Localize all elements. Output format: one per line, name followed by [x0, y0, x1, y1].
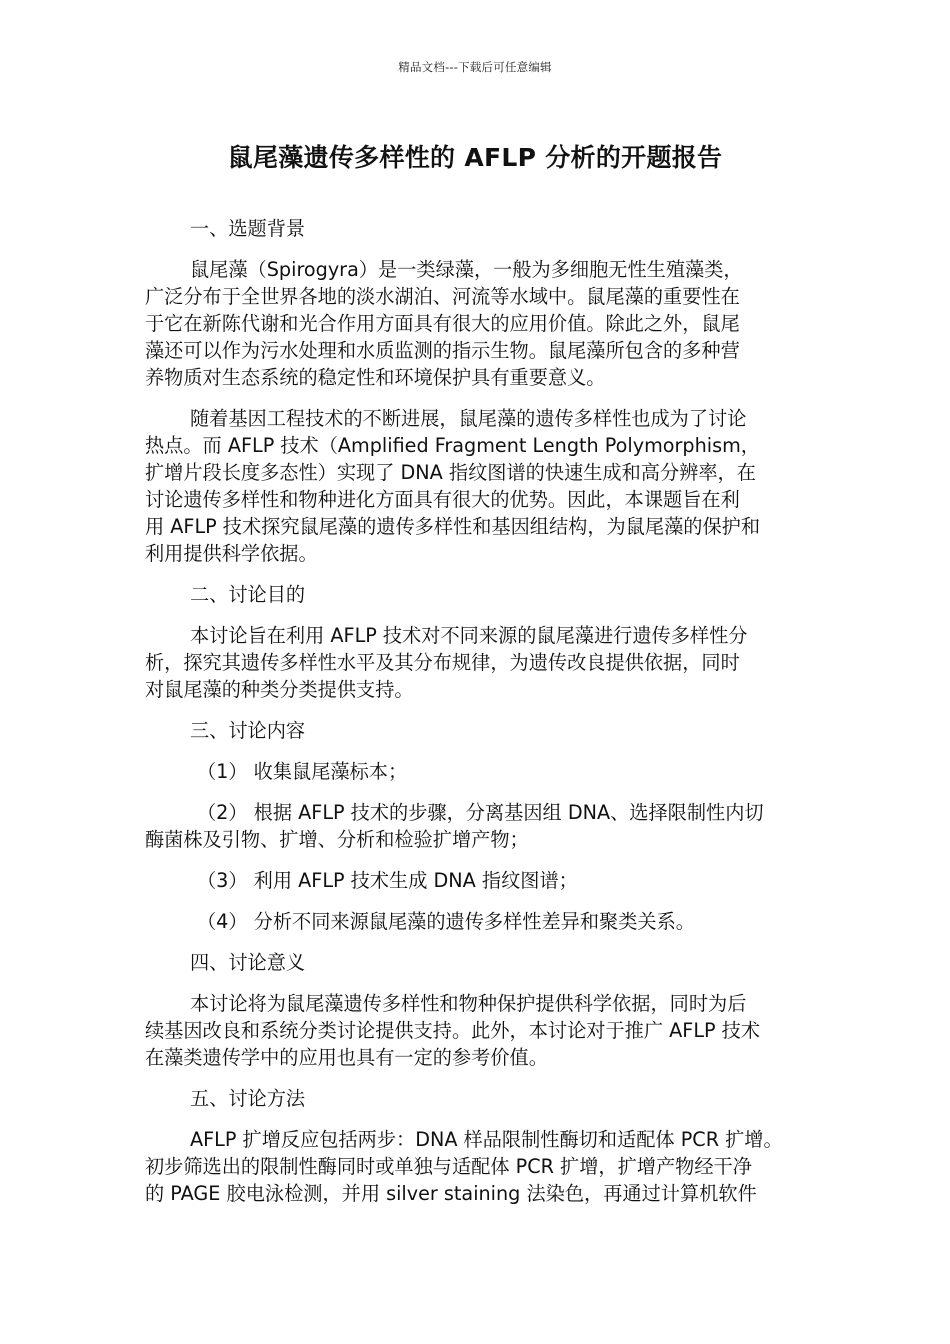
text-line: 藻还可以作为污水处理和水质监测的指示生物。鼠尾藻所包含的多种营	[145, 339, 740, 362]
text-line: （4） 分析不同来源鼠尾藻的遗传多样性差异和聚类关系。	[197, 910, 695, 933]
section-heading-significance: 四、讨论意义	[190, 951, 306, 974]
paragraph	[145, 1126, 810, 1207]
text-line: 初步筛选出的限制性酶同时或单独与适配体 PCR 扩增，扩增产物经干净	[145, 1155, 752, 1178]
document-title: 鼠尾藻遗传多样性的 AFLP 分析的开题报告	[227, 143, 723, 172]
text-line: 于它在新陈代谢和光合作用方面具有很大的应用价值。除此之外，鼠尾	[145, 312, 740, 335]
text-line: 析，探究其遗传多样性水平及其分布规律，为遗传改良提供依据，同时	[145, 651, 740, 674]
text-line: 对鼠尾藻的种类分类提供支持。	[145, 678, 414, 701]
text-line: 续基因改良和系统分类讨论提供支持。此外，本讨论对于推广 AFLP 技术	[145, 1019, 761, 1042]
text-line: 本讨论将为鼠尾藻遗传多样性和物种保护提供科学依据，同时为后	[190, 992, 747, 1015]
text-line: 利用提供科学依据。	[145, 542, 318, 565]
section-heading-background: 一、选题背景	[190, 217, 306, 240]
text-line: AFLP 扩增反应包括两步：DNA 样品限制性酶切和适配体 PCR 扩增。	[190, 1128, 783, 1151]
text-line: 广泛分布于全世界各地的淡水湖泊、河流等水域中。鼠尾藻的重要性在	[145, 285, 740, 308]
paragraph	[145, 405, 810, 567]
text-line: 养物质对生态系统的稳定性和环境保护具有重要意义。	[145, 366, 606, 389]
text-line: 酶菌株及引物、扩增、分析和检验扩增产物；	[145, 828, 529, 851]
text-line: 扩增片段长度多态性）实现了 DNA 指纹图谱的快速生成和高分辨率，在	[145, 461, 756, 484]
list-item	[145, 908, 810, 935]
text-line: 讨论遗传多样性和物种进化方面具有很大的优势。因此，本课题旨在利	[145, 488, 740, 511]
list-item	[145, 867, 810, 894]
paragraph	[145, 256, 810, 391]
text-line: 的 PAGE 胶电泳检测，并用 silver staining 法染色，再通过计算机软件	[145, 1182, 757, 1205]
list-item	[145, 799, 810, 853]
text-line: （2） 根据 AFLP 技术的步骤，分离基因组 DNA、选择限制性内切	[197, 801, 764, 824]
text-line: （1） 收集鼠尾藻标本；	[197, 760, 408, 783]
text-line: （3） 利用 AFLP 技术生成 DNA 指纹图谱；	[197, 869, 578, 892]
text-line: 在藻类遗传学中的应用也具有一定的参考价值。	[145, 1046, 548, 1069]
section-heading-purpose: 二、讨论目的	[190, 583, 306, 606]
paragraph	[145, 622, 810, 703]
text-line: 热点。而 AFLP 技术（Amplified Fragment Length Polymorphism，	[145, 434, 760, 457]
text-line: 用 AFLP 技术探究鼠尾藻的遗传多样性和基因组结构，为鼠尾藻的保护和	[145, 515, 761, 538]
list-item	[145, 758, 810, 785]
document-body	[145, 215, 810, 1221]
page-header-note: 精品文档---下载后可任意编辑	[398, 60, 552, 74]
section-heading-content: 三、讨论内容	[190, 719, 306, 742]
text-line: 随着基因工程技术的不断进展，鼠尾藻的遗传多样性也成为了讨论	[190, 407, 747, 430]
paragraph	[145, 990, 810, 1071]
text-line: 本讨论旨在利用 AFLP 技术对不同来源的鼠尾藻进行遗传多样性分	[190, 624, 748, 647]
text-line: 鼠尾藻（Spirogyra）是一类绿藻，一般为多细胞无性生殖藻类，	[190, 258, 743, 281]
section-heading-method: 五、讨论方法	[190, 1087, 306, 1110]
